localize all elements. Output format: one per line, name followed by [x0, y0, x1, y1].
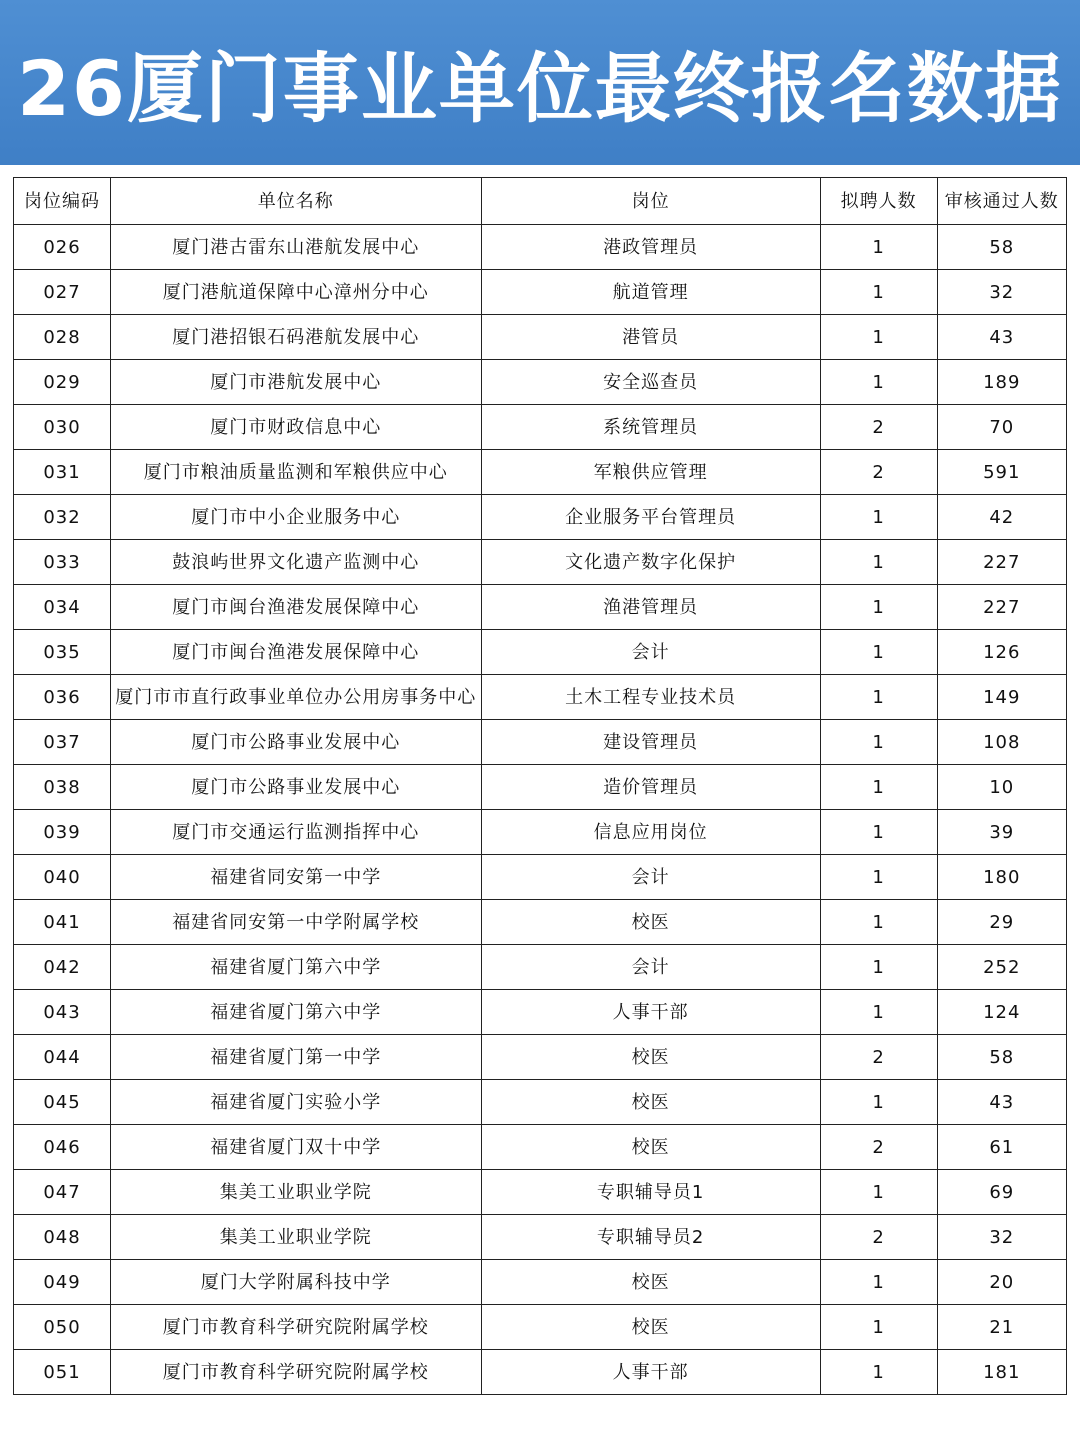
table-row: [14, 675, 1067, 720]
table-header-row: [14, 178, 1067, 225]
cell-unit-name: 福建省厦门第六中学: [111, 990, 481, 1035]
cell-planned-hires: 2: [820, 405, 937, 450]
cell-planned-hires: 1: [820, 630, 937, 675]
table-row: [14, 810, 1067, 855]
cell-approved-count: 227: [937, 585, 1066, 630]
cell-planned-hires: 1: [820, 495, 937, 540]
cell-position-code: 042: [14, 945, 111, 990]
cell-unit-name: 厦门市中小企业服务中心: [111, 495, 481, 540]
cell-approved-count: 29: [937, 900, 1066, 945]
cell-position-code: 031: [14, 450, 111, 495]
cell-approved-count: 180: [937, 855, 1066, 900]
cell-planned-hires: 1: [820, 855, 937, 900]
table-row: [14, 540, 1067, 585]
cell-position: 土木工程专业技术员: [481, 675, 820, 720]
cell-approved-count: 124: [937, 990, 1066, 1035]
cell-approved-count: 32: [937, 270, 1066, 315]
cell-planned-hires: 1: [820, 360, 937, 405]
cell-position: 安全巡查员: [481, 360, 820, 405]
cell-position-code: 040: [14, 855, 111, 900]
cell-unit-name: 集美工业职业学院: [111, 1215, 481, 1260]
registration-table: [13, 177, 1067, 1395]
cell-position-code: 033: [14, 540, 111, 585]
cell-unit-name: 厦门市闽台渔港发展保障中心: [111, 630, 481, 675]
cell-approved-count: 21: [937, 1305, 1066, 1350]
cell-planned-hires: 1: [820, 765, 937, 810]
table-row: [14, 360, 1067, 405]
cell-position-code: 047: [14, 1170, 111, 1215]
cell-unit-name: 厦门市教育科学研究院附属学校: [111, 1305, 481, 1350]
table-row: [14, 720, 1067, 765]
cell-position: 航道管理: [481, 270, 820, 315]
table-row: [14, 1260, 1067, 1305]
cell-unit-name: 厦门市市直行政事业单位办公用房事务中心: [111, 675, 481, 720]
cell-unit-name: 厦门市财政信息中心: [111, 405, 481, 450]
cell-position-code: 026: [14, 225, 111, 270]
cell-planned-hires: 1: [820, 810, 937, 855]
cell-planned-hires: 1: [820, 270, 937, 315]
table-row: [14, 1305, 1067, 1350]
cell-position-code: 049: [14, 1260, 111, 1305]
cell-approved-count: 591: [937, 450, 1066, 495]
cell-position-code: 027: [14, 270, 111, 315]
table-row: [14, 270, 1067, 315]
cell-planned-hires: 1: [820, 900, 937, 945]
table-row: [14, 225, 1067, 270]
cell-position: 校医: [481, 1260, 820, 1305]
cell-position: 人事干部: [481, 990, 820, 1035]
cell-planned-hires: 1: [820, 585, 937, 630]
cell-unit-name: 福建省厦门双十中学: [111, 1125, 481, 1170]
cell-position: 校医: [481, 900, 820, 945]
cell-unit-name: 福建省同安第一中学附属学校: [111, 900, 481, 945]
cell-planned-hires: 2: [820, 450, 937, 495]
cell-approved-count: 252: [937, 945, 1066, 990]
cell-approved-count: 58: [937, 1035, 1066, 1080]
table-row: [14, 765, 1067, 810]
header-approved-count: 审核通过人数: [937, 178, 1066, 225]
cell-approved-count: 32: [937, 1215, 1066, 1260]
cell-position: 信息应用岗位: [481, 810, 820, 855]
cell-position: 会计: [481, 945, 820, 990]
cell-unit-name: 福建省厦门第六中学: [111, 945, 481, 990]
cell-unit-name: 厦门港航道保障中心漳州分中心: [111, 270, 481, 315]
cell-position-code: 032: [14, 495, 111, 540]
cell-position-code: 030: [14, 405, 111, 450]
cell-planned-hires: 1: [820, 1080, 937, 1125]
cell-position-code: 037: [14, 720, 111, 765]
cell-position: 企业服务平台管理员: [481, 495, 820, 540]
cell-position-code: 041: [14, 900, 111, 945]
cell-approved-count: 108: [937, 720, 1066, 765]
cell-position: 港政管理员: [481, 225, 820, 270]
cell-unit-name: 福建省厦门实验小学: [111, 1080, 481, 1125]
header-planned-hires: 拟聘人数: [820, 178, 937, 225]
cell-unit-name: 厦门港古雷东山港航发展中心: [111, 225, 481, 270]
cell-position-code: 039: [14, 810, 111, 855]
cell-unit-name: 厦门港招银石码港航发展中心: [111, 315, 481, 360]
cell-planned-hires: 2: [820, 1215, 937, 1260]
cell-position-code: 043: [14, 990, 111, 1035]
cell-approved-count: 126: [937, 630, 1066, 675]
title-banner: [0, 0, 1080, 165]
cell-position: 会计: [481, 855, 820, 900]
table-row: [14, 945, 1067, 990]
cell-position-code: 029: [14, 360, 111, 405]
cell-position: 系统管理员: [481, 405, 820, 450]
cell-planned-hires: 1: [820, 675, 937, 720]
cell-unit-name: 厦门市闽台渔港发展保障中心: [111, 585, 481, 630]
cell-planned-hires: 1: [820, 945, 937, 990]
cell-planned-hires: 1: [820, 1170, 937, 1215]
cell-approved-count: 58: [937, 225, 1066, 270]
cell-position: 港管员: [481, 315, 820, 360]
cell-approved-count: 39: [937, 810, 1066, 855]
cell-unit-name: 厦门大学附属科技中学: [111, 1260, 481, 1305]
table-row: [14, 1350, 1067, 1395]
cell-position-code: 035: [14, 630, 111, 675]
cell-unit-name: 福建省厦门第一中学: [111, 1035, 481, 1080]
table-row: [14, 900, 1067, 945]
cell-planned-hires: 1: [820, 315, 937, 360]
cell-unit-name: 集美工业职业学院: [111, 1170, 481, 1215]
cell-position-code: 045: [14, 1080, 111, 1125]
table-row: [14, 585, 1067, 630]
header-unit-name: 单位名称: [111, 178, 481, 225]
cell-position-code: 036: [14, 675, 111, 720]
table-row: [14, 450, 1067, 495]
cell-position-code: 044: [14, 1035, 111, 1080]
cell-position: 校医: [481, 1305, 820, 1350]
table-row: [14, 1080, 1067, 1125]
table-row: [14, 1215, 1067, 1260]
table-row: [14, 405, 1067, 450]
cell-approved-count: 69: [937, 1170, 1066, 1215]
table-body: [14, 225, 1067, 1395]
table-row: [14, 1125, 1067, 1170]
cell-unit-name: 福建省同安第一中学: [111, 855, 481, 900]
table-row: [14, 315, 1067, 360]
table-row: [14, 1035, 1067, 1080]
cell-position-code: 048: [14, 1215, 111, 1260]
cell-approved-count: 10: [937, 765, 1066, 810]
cell-position: 建设管理员: [481, 720, 820, 765]
cell-unit-name: 厦门市交通运行监测指挥中心: [111, 810, 481, 855]
table-row: [14, 630, 1067, 675]
cell-planned-hires: 1: [820, 225, 937, 270]
table-row: [14, 990, 1067, 1035]
cell-position: 校医: [481, 1080, 820, 1125]
cell-approved-count: 42: [937, 495, 1066, 540]
cell-planned-hires: 2: [820, 1035, 937, 1080]
cell-position: 校医: [481, 1125, 820, 1170]
cell-unit-name: 厦门市公路事业发展中心: [111, 765, 481, 810]
cell-position: 造价管理员: [481, 765, 820, 810]
table-row: [14, 495, 1067, 540]
cell-unit-name: 厦门市粮油质量监测和军粮供应中心: [111, 450, 481, 495]
cell-position: 人事干部: [481, 1350, 820, 1395]
cell-position-code: 051: [14, 1350, 111, 1395]
cell-position-code: 050: [14, 1305, 111, 1350]
cell-position: 专职辅导员2: [481, 1215, 820, 1260]
cell-planned-hires: 1: [820, 540, 937, 585]
cell-position: 会计: [481, 630, 820, 675]
cell-planned-hires: 1: [820, 1350, 937, 1395]
header-position-code: 岗位编码: [14, 178, 111, 225]
cell-approved-count: 189: [937, 360, 1066, 405]
page-title: 26厦门事业单位最终报名数据: [17, 44, 1063, 133]
cell-position: 专职辅导员1: [481, 1170, 820, 1215]
cell-planned-hires: 1: [820, 990, 937, 1035]
cell-planned-hires: 1: [820, 1260, 937, 1305]
cell-approved-count: 70: [937, 405, 1066, 450]
header-position: 岗位: [481, 178, 820, 225]
cell-planned-hires: 1: [820, 1305, 937, 1350]
cell-position-code: 038: [14, 765, 111, 810]
cell-approved-count: 149: [937, 675, 1066, 720]
table-row: [14, 855, 1067, 900]
cell-approved-count: 61: [937, 1125, 1066, 1170]
cell-position: 军粮供应管理: [481, 450, 820, 495]
cell-unit-name: 鼓浪屿世界文化遗产监测中心: [111, 540, 481, 585]
cell-position-code: 046: [14, 1125, 111, 1170]
cell-approved-count: 43: [937, 1080, 1066, 1125]
cell-position-code: 028: [14, 315, 111, 360]
cell-position: 文化遗产数字化保护: [481, 540, 820, 585]
table-row: [14, 1170, 1067, 1215]
cell-unit-name: 厦门市教育科学研究院附属学校: [111, 1350, 481, 1395]
cell-position: 渔港管理员: [481, 585, 820, 630]
cell-approved-count: 227: [937, 540, 1066, 585]
cell-position-code: 034: [14, 585, 111, 630]
cell-planned-hires: 2: [820, 1125, 937, 1170]
cell-unit-name: 厦门市港航发展中心: [111, 360, 481, 405]
cell-position: 校医: [481, 1035, 820, 1080]
cell-unit-name: 厦门市公路事业发展中心: [111, 720, 481, 765]
cell-planned-hires: 1: [820, 720, 937, 765]
cell-approved-count: 181: [937, 1350, 1066, 1395]
cell-approved-count: 43: [937, 315, 1066, 360]
cell-approved-count: 20: [937, 1260, 1066, 1305]
